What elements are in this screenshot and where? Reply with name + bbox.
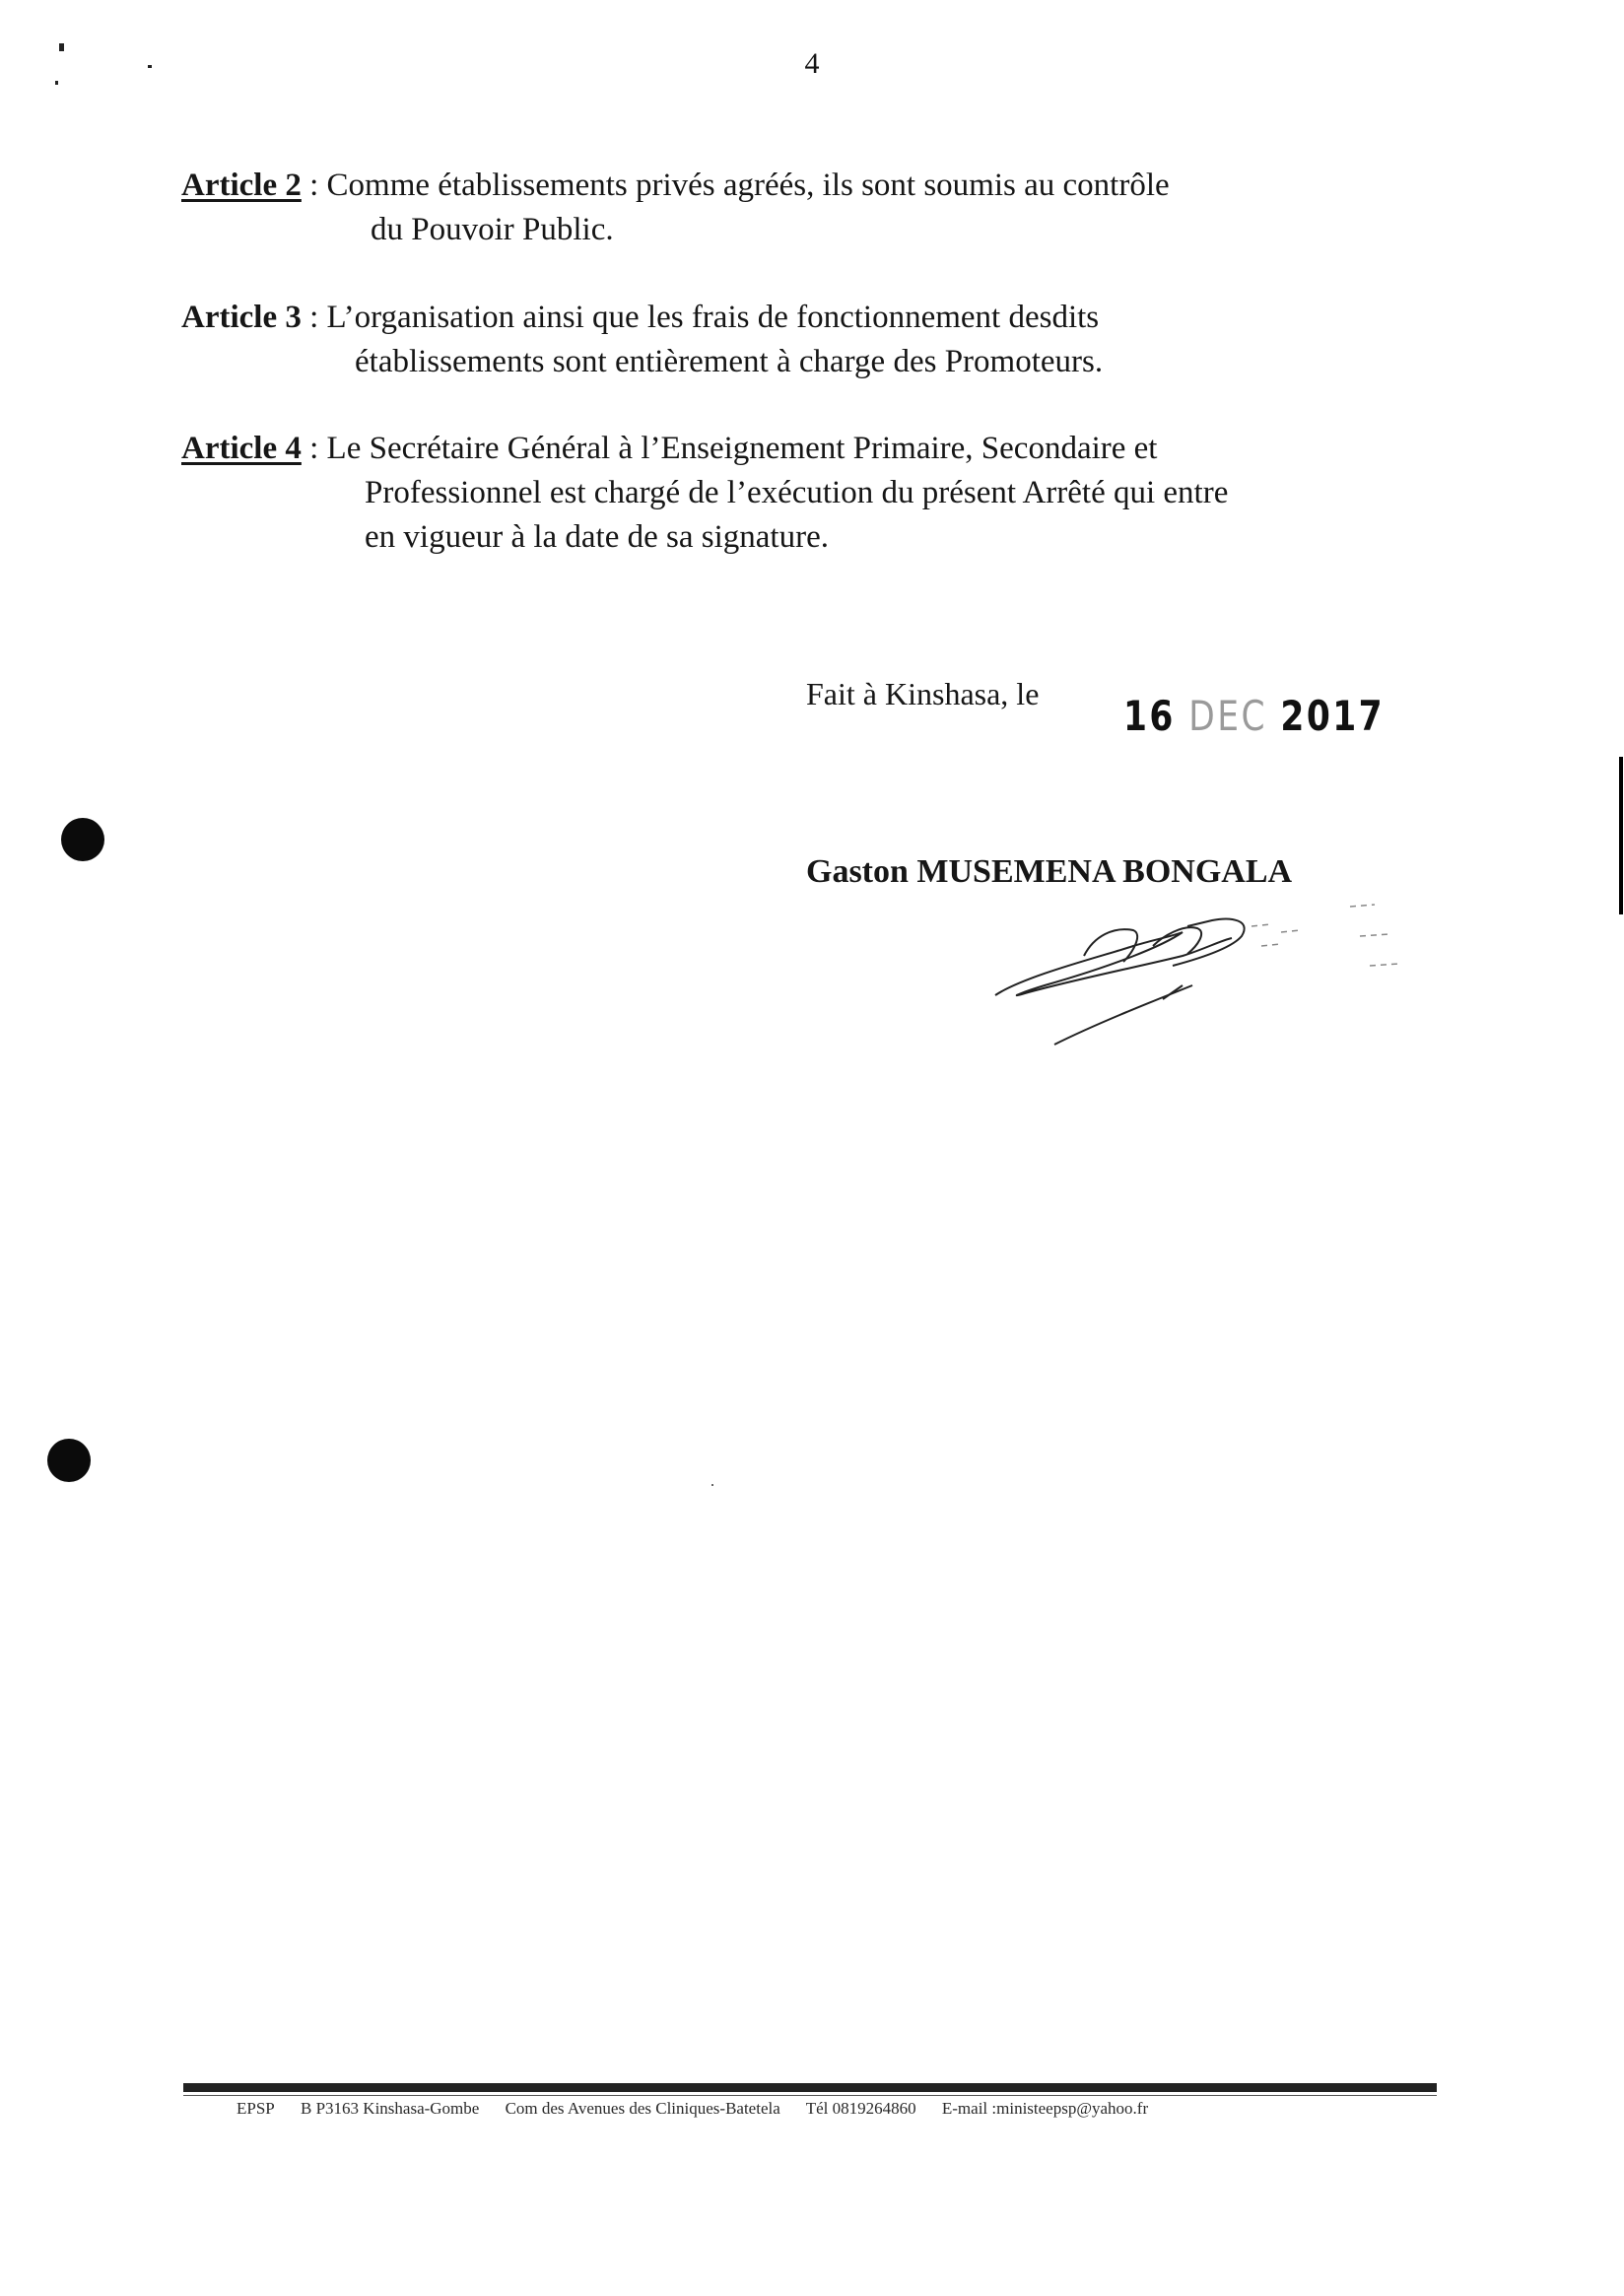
article-text-line: établissements sont entièrement à charge des Promoteurs. bbox=[355, 344, 1104, 379]
article-text-line: L’organisation ainsi que les frais de fonctionnement desdits bbox=[326, 300, 1100, 335]
article-separator: : bbox=[301, 300, 327, 335]
article-2 bbox=[181, 164, 1462, 252]
article-separator: : bbox=[301, 168, 327, 203]
date-stamp-day: 16 bbox=[1123, 692, 1176, 740]
footer-address: Com des Avenues des Cliniques-Batetela bbox=[505, 2099, 780, 2118]
scan-edge-mark bbox=[1619, 757, 1623, 914]
page-number: 4 bbox=[804, 47, 820, 80]
footer-phone: Tél 0819264860 bbox=[805, 2099, 916, 2118]
article-4 bbox=[181, 427, 1462, 560]
footer-org: EPSP bbox=[237, 2099, 275, 2118]
date-stamp-month: DEC bbox=[1188, 692, 1267, 740]
signatory-name: Gaston MUSEMENA BONGALA bbox=[806, 853, 1293, 890]
article-text-line: du Pouvoir Public. bbox=[371, 212, 614, 247]
footer-rule bbox=[183, 2083, 1437, 2092]
article-text-line: Le Secrétaire Général à l’Enseignement Primaire, Secondaire et bbox=[326, 431, 1158, 466]
scan-speck bbox=[711, 1484, 713, 1486]
footer-rule-thin bbox=[183, 2095, 1437, 2096]
article-label: Article 4 bbox=[181, 431, 302, 466]
date-stamp-year: 2017 bbox=[1280, 692, 1386, 740]
binder-hole bbox=[61, 818, 104, 861]
article-separator: : bbox=[301, 431, 327, 466]
article-text-line: en vigueur à la date de sa signature. bbox=[365, 519, 829, 555]
footer-po-box: B P3163 Kinshasa-Gombe bbox=[301, 2099, 480, 2118]
article-3 bbox=[181, 296, 1462, 384]
article-label: Article 3 bbox=[181, 300, 302, 335]
place-date-text: Fait à Kinshasa, le bbox=[806, 676, 1040, 711]
article-label: Article 2 bbox=[181, 168, 302, 203]
binder-hole bbox=[47, 1439, 91, 1482]
footer bbox=[237, 2099, 1170, 2119]
date-stamp bbox=[1123, 692, 1385, 740]
handwritten-signature bbox=[985, 897, 1409, 1054]
article-text-line: Comme établissements privés agréés, ils sont soumis au contrôle bbox=[326, 168, 1170, 203]
scan-speck bbox=[55, 81, 58, 85]
footer-email: E-mail :ministeepsp@yahoo.fr bbox=[941, 2099, 1149, 2118]
article-text-line: Professionnel est chargé de l’exécution du présent Arrêté qui entre bbox=[365, 475, 1229, 510]
